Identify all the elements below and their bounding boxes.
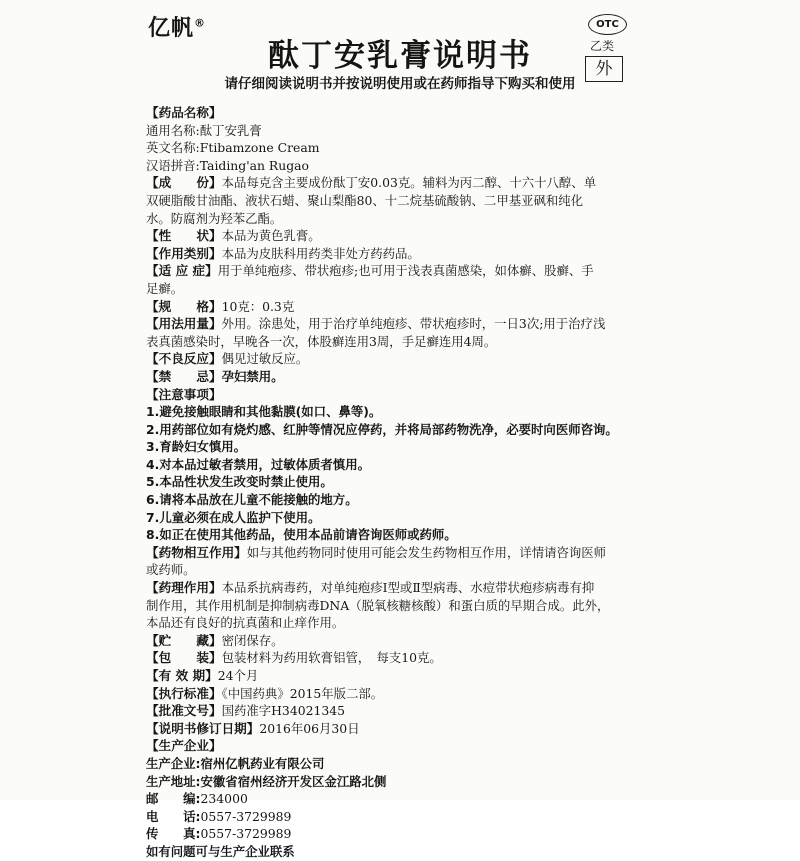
adverse-section bbox=[146, 350, 646, 368]
section-heading: 【性 状】 bbox=[146, 228, 222, 244]
pinyin-row bbox=[146, 157, 646, 175]
section-heading: 【用法用量】 bbox=[146, 316, 222, 332]
approval-section bbox=[146, 702, 646, 720]
section-text: 偶见过敏反应。 bbox=[221, 351, 309, 367]
field-value: 宿州亿帆药业有限公司 bbox=[200, 755, 325, 771]
section-heading: 【成 份】 bbox=[146, 175, 222, 191]
precaution-item: 7.儿童必须在成人监护下使用。 bbox=[146, 509, 321, 525]
section-heading: 【说明书修订日期】 bbox=[146, 720, 260, 736]
field-value: 234000 bbox=[200, 791, 248, 807]
otc-badge: OTC bbox=[588, 14, 627, 35]
section-text: 本品为黄色乳膏。 bbox=[221, 228, 321, 244]
precaution-item: 8.如正在使用其他药品，使用本品前请咨询医师或药师。 bbox=[146, 527, 457, 543]
section-heading: 【有 效 期】 bbox=[146, 668, 218, 683]
field-value: 0557-3729989 bbox=[200, 826, 292, 842]
otc-class-label: 乙类 bbox=[590, 39, 615, 53]
precaution-item: 5.本品性状发生改变时禁止使用。 bbox=[146, 474, 333, 490]
field-label: 英文名称: bbox=[146, 140, 200, 156]
section-heading: 【药理作用】 bbox=[146, 580, 222, 596]
field-label: 传 真: bbox=[146, 826, 201, 842]
precautions-heading: 【注意事项】 bbox=[146, 386, 222, 402]
interactions-section bbox=[146, 544, 646, 562]
fax-row bbox=[146, 825, 646, 843]
field-value: 酞丁安乳膏 bbox=[199, 122, 262, 138]
section-text: 如与其他药物同时使用可能会发生药物相互作用，详情请咨询医师 bbox=[246, 544, 607, 560]
section-heading: 【贮 藏】 bbox=[146, 632, 222, 648]
indications-line: 足癣。 bbox=[146, 280, 184, 296]
storage-section bbox=[146, 632, 646, 650]
section-text: 2016年06月30日 bbox=[259, 720, 360, 736]
section-heading-drug-name: 【药品名称】 bbox=[146, 105, 222, 120]
field-value: Ftibamzone Cream bbox=[199, 140, 320, 156]
package-section bbox=[146, 649, 646, 667]
pharmacology-section bbox=[146, 579, 646, 597]
revision-section bbox=[146, 720, 646, 738]
pharmacology-line: 制作用，其作用机制是抑制病毒DNA（脱氧核糖核酸）和蛋白质的早期合成。此外， bbox=[146, 597, 610, 613]
section-heading: 【适 应 症】 bbox=[146, 263, 218, 279]
field-value: 0557-3729989 bbox=[200, 808, 292, 824]
section-text: 24个月 bbox=[217, 668, 259, 683]
standard-section bbox=[146, 685, 646, 703]
section-text: 国药准字H34021345 bbox=[221, 703, 345, 719]
section-text: 密闭保存。 bbox=[221, 632, 284, 648]
section-text: 包装材料为药用软膏铝管， 每支10克。 bbox=[221, 650, 442, 666]
section-heading: 【执行标准】 bbox=[146, 685, 222, 701]
section-text: 本品系抗病毒药，对单纯疱疹Ⅰ型或Ⅱ型病毒、水痘带状疱疹病毒有抑 bbox=[221, 580, 595, 596]
section-text: 10克：0.3克 bbox=[221, 298, 295, 314]
section-heading: 【作用类别】 bbox=[146, 245, 222, 261]
document-title: 酞丁安乳膏说明书 bbox=[268, 38, 532, 74]
composition-line: 双硬脂酸甘油酯、液状石蜡、聚山梨酯80、十二烷基硫酸钠、二甲基亚砜和纯化 bbox=[146, 192, 584, 208]
registered-mark: ® bbox=[194, 16, 207, 30]
postcode-row bbox=[146, 790, 646, 808]
section-text: 本品为皮肤科用药类非处方药药品。 bbox=[221, 245, 420, 261]
section-text: 本品每克含主要成份酞丁安0.03克。辅料为丙二醇、十六十八醇、单 bbox=[221, 175, 597, 191]
field-value: Taiding'an Rugao bbox=[199, 157, 310, 173]
category-section bbox=[146, 245, 646, 263]
company-row bbox=[146, 755, 646, 773]
manufacturer-heading: 【生产企业】 bbox=[146, 738, 222, 754]
precaution-item: 1.避免接触眼睛和其他黏膜(如口、鼻等)。 bbox=[146, 404, 382, 420]
properties-section bbox=[146, 227, 646, 245]
field-label: 汉语拼音: bbox=[146, 157, 200, 173]
dosage-section bbox=[146, 315, 646, 333]
phone-row bbox=[146, 808, 646, 826]
section-text: 《中国药典》2015年版二部。 bbox=[221, 685, 384, 701]
validity-section bbox=[146, 667, 646, 685]
english-name-row bbox=[146, 139, 646, 157]
composition-section bbox=[146, 174, 646, 192]
section-text: 外用。涂患处，用于治疗单纯疱疹、带状疱疹时，一日3次;用于治疗浅 bbox=[221, 316, 606, 332]
dosage-line: 表真菌感染时，早晚各一次，体股癣连用3周，手足癣连用4周。 bbox=[146, 333, 497, 349]
section-heading: 【包 装】 bbox=[146, 650, 222, 666]
precaution-item: 3.育龄妇女慎用。 bbox=[146, 439, 247, 455]
precaution-item: 4.对本品过敏者禁用，过敏体质者慎用。 bbox=[146, 456, 370, 472]
specification-section bbox=[146, 298, 646, 316]
external-use-badge: 外 bbox=[585, 56, 623, 82]
field-value: 安徽省宿州经济开发区金江路北侧 bbox=[200, 773, 387, 789]
precaution-item: 6.请将本品放在儿童不能接触的地方。 bbox=[146, 492, 358, 508]
field-label: 邮 编: bbox=[146, 791, 201, 807]
contraindications-section bbox=[146, 368, 646, 386]
generic-name-row bbox=[146, 122, 646, 140]
section-heading: 【批准文号】 bbox=[146, 703, 222, 719]
precaution-item: 2.用药部位如有烧灼感、红肿等情况应停药，并将局部药物洗净，必要时向医师咨询。 bbox=[146, 421, 618, 437]
brand-name: 亿帆 bbox=[148, 16, 195, 41]
field-label: 生产企业: bbox=[146, 755, 201, 771]
field-label: 通用名称: bbox=[146, 122, 200, 138]
interactions-line: 或药师。 bbox=[146, 562, 196, 578]
leaflet-body bbox=[146, 104, 646, 861]
address-row bbox=[146, 773, 646, 791]
section-text: 孕妇禁用。 bbox=[221, 368, 284, 384]
indications-section bbox=[146, 262, 646, 280]
composition-line: 水。防腐剂为羟苯乙酯。 bbox=[146, 210, 283, 226]
document-subtitle: 请仔细阅读说明书并按说明使用或在药师指导下购买和使用 bbox=[224, 76, 576, 92]
section-text: 用于单纯疱疹、带状疱疹;也可用于浅表真菌感染，如体癣、股癣、手 bbox=[217, 263, 594, 279]
field-label: 生产地址: bbox=[146, 773, 201, 789]
section-heading: 【药物相互作用】 bbox=[146, 544, 247, 560]
section-heading: 【禁 忌】 bbox=[146, 368, 222, 384]
field-label: 电 话: bbox=[146, 808, 201, 824]
contact-note: 如有问题可与生产企业联系 bbox=[146, 843, 295, 859]
section-heading: 【不良反应】 bbox=[146, 351, 222, 367]
section-heading: 【规 格】 bbox=[146, 298, 222, 314]
pharmacology-line: 本品还有良好的抗真菌和止痒作用。 bbox=[146, 615, 345, 631]
